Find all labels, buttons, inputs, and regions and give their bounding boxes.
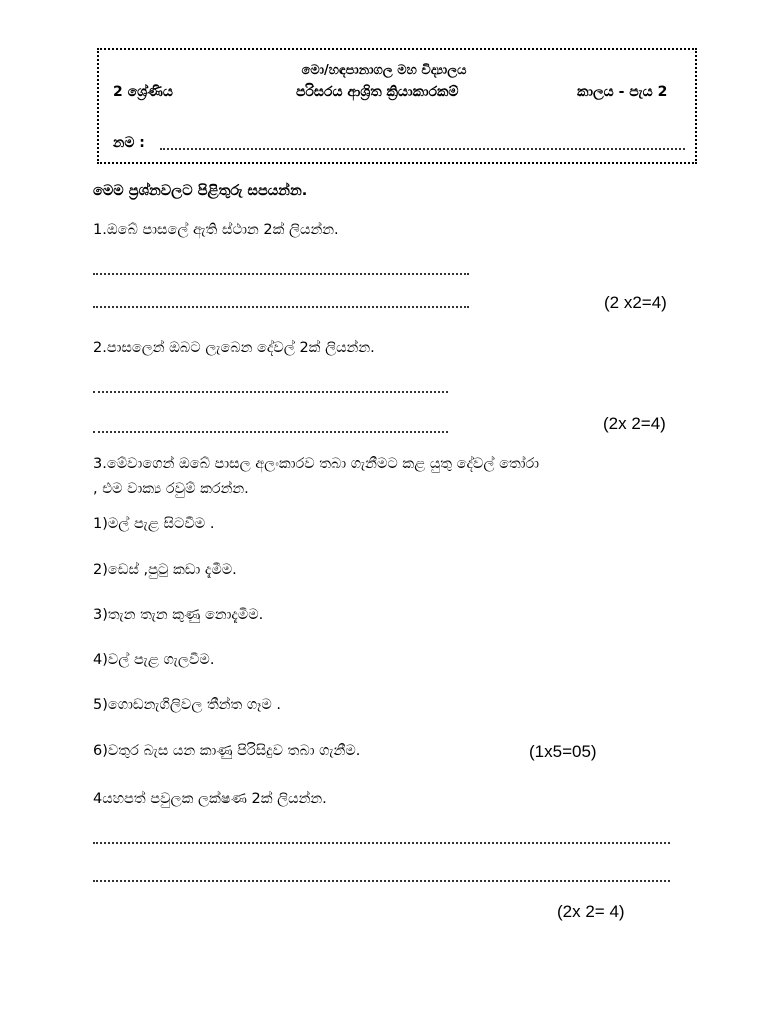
question-2: 2.පාසලෙන් ඔබට ලැබෙන දේවල් 2ක් ලියන්න. <box>93 340 375 356</box>
q2-answer-line-2[interactable] <box>93 431 448 433</box>
subject-title: පරිසරය ආශ්‍රිත ක්‍රියාකාරකම් <box>296 84 459 100</box>
question-1: 1.ඔබේ පාසලේ ඇති ස්ථාන 2ක් ලියන්න. <box>93 222 339 238</box>
q4-answer-line-1[interactable] <box>93 842 670 844</box>
q3-option-2[interactable]: 2)ඩෙස් ,පුටු කඩා දැමීම. <box>93 562 237 578</box>
q3-option-3[interactable]: 3)තැන තැන කුණු නොදැමීම. <box>93 607 264 623</box>
question-3-line-2: , එම වාක්‍ය රවුම් කරන්න. <box>93 481 249 497</box>
name-answer-line[interactable] <box>160 148 685 150</box>
question-4: 4යහපත් පවුලක ලක්ෂණ 2ක් ලියන්න. <box>93 791 327 807</box>
q4-answer-line-2[interactable] <box>93 880 670 882</box>
q4-marks: (2x 2= 4) <box>557 902 625 921</box>
q1-answer-line-2[interactable] <box>93 306 469 308</box>
school-name: මො/හඳපානාගල මහ විද්‍යාලය <box>301 63 467 78</box>
q2-answer-line-1[interactable] <box>93 391 448 393</box>
q1-marks: (2 x2=4) <box>604 293 667 312</box>
q3-marks: (1x5=05) <box>529 742 597 761</box>
q2-marks: (2x 2=4) <box>603 414 666 433</box>
q3-option-5[interactable]: 5)ගොඩනැගිලිවල තීන්ත ගෑම . <box>93 697 281 713</box>
instruction: මෙම ප්‍රශ්නවලට පිළිතුරු සපයන්න. <box>93 183 308 199</box>
name-label: නම : <box>113 135 145 151</box>
q1-answer-line-1[interactable] <box>93 273 469 275</box>
q3-option-1[interactable]: 1)මල් පැළ සිටවීම . <box>93 516 215 532</box>
grade-label: 2 ශ්‍රේණිය <box>113 84 173 100</box>
question-3-line-1: 3.මේවාගෙන් ඔබේ පාසල අලංකාරව තබා ගැනීමට කළ යුතු දේවල් තෝරා <box>93 456 540 472</box>
duration-label: කාලය - පැය 2 <box>577 84 668 100</box>
q3-option-6[interactable]: 6)වතුර බැස යන කාණු පිරිසිදුව තබා ගැනීම. <box>93 743 361 759</box>
q3-option-4[interactable]: 4)වල් පැළ ගැලවීම. <box>93 652 215 668</box>
